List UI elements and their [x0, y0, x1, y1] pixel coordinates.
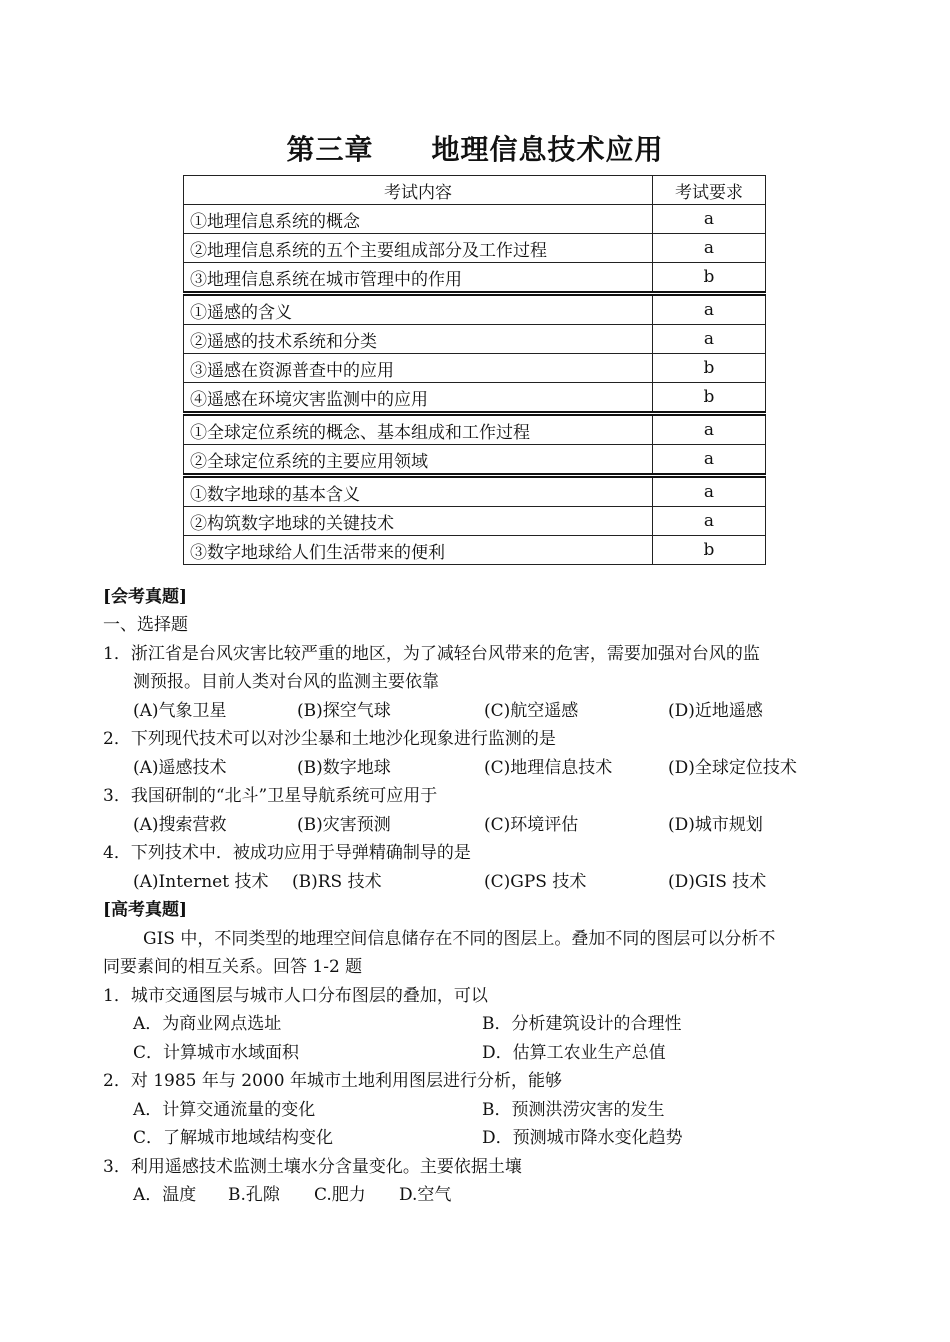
level-cell: a — [653, 294, 766, 325]
content-cell: ③遥感在资源普查中的应用 — [184, 354, 653, 383]
header-content: 考试内容 — [184, 176, 653, 205]
option-a: A．计算交通流量的变化 — [133, 1100, 316, 1120]
table-row — [184, 383, 766, 414]
option-b: (B)灾害预测 — [297, 815, 391, 835]
option-a: (A)气象卫星 — [133, 701, 227, 721]
option-a: A．为商业网点选址 — [133, 1014, 282, 1034]
table-row — [184, 263, 766, 294]
option-c: (C)GPS 技术 — [484, 872, 587, 892]
content-cell: ①全球定位系统的概念、基本组成和工作过程 — [184, 414, 653, 445]
level-cell: b — [653, 263, 766, 294]
option-b: (B)探空气球 — [297, 701, 391, 721]
content-cell: ③地理信息系统在城市管理中的作用 — [184, 263, 653, 294]
question-text: 3．我国研制的“北斗”卫星导航系统可应用于 — [103, 786, 438, 806]
exam-requirements-table — [183, 175, 766, 565]
option-d: D．估算工农业生产总值 — [482, 1043, 666, 1063]
option-b: B．预测洪涝灾害的发生 — [482, 1100, 665, 1120]
option-a: (A)Internet 技术 — [133, 872, 269, 892]
table-row — [184, 294, 766, 325]
option-c: (C)环境评估 — [484, 815, 579, 835]
content-cell: ③数字地球给人们生活带来的便利 — [184, 536, 653, 565]
table-row — [184, 234, 766, 263]
option-d: D．预测城市降水变化趋势 — [482, 1128, 683, 1148]
question-text: 2．对 1985 年与 2000 年城市土地利用图层进行分析，能够 — [103, 1071, 562, 1091]
question-text: 1．城市交通图层与城市人口分布图层的叠加，可以 — [103, 986, 488, 1006]
intro-text: 同要素间的相互关系。回答 1-2 题 — [103, 957, 363, 977]
level-cell: a — [653, 234, 766, 263]
content-cell: ④遥感在环境灾害监测中的应用 — [184, 383, 653, 414]
content-cell: ②遥感的技术系统和分类 — [184, 325, 653, 354]
table-row — [184, 205, 766, 234]
content-cell: ②全球定位系统的主要应用领域 — [184, 445, 653, 476]
level-cell: a — [653, 414, 766, 445]
question-text: 1．浙江省是台风灾害比较严重的地区，为了减轻台风带来的危害，需要加强对台风的监 — [103, 644, 760, 664]
level-cell: a — [653, 325, 766, 354]
option-a: (A)遥感技术 — [133, 758, 227, 778]
level-cell: a — [653, 476, 766, 507]
chapter-name: 地理信息技术应用 — [431, 133, 664, 166]
option-b: B．分析建筑设计的合理性 — [482, 1014, 682, 1034]
content-cell: ①数字地球的基本含义 — [184, 476, 653, 507]
option-b: (B)RS 技术 — [292, 872, 382, 892]
section-header-huikao: [会考真题] — [103, 587, 188, 607]
option-c: C．了解城市地域结构变化 — [133, 1128, 334, 1148]
level-cell: b — [653, 536, 766, 565]
level-cell: b — [653, 383, 766, 414]
level-cell: a — [653, 507, 766, 536]
content-cell: ②地理信息系统的五个主要组成部分及工作过程 — [184, 234, 653, 263]
section-header-gaokao: [高考真题] — [103, 900, 188, 920]
option-d: (D)全球定位技术 — [668, 758, 797, 778]
level-cell: a — [653, 445, 766, 476]
option-a: A．温度 — [133, 1185, 197, 1205]
content-cell: ②构筑数字地球的关键技术 — [184, 507, 653, 536]
table-row — [184, 536, 766, 565]
option-d: (D)GIS 技术 — [668, 872, 767, 892]
option-a: (A)搜索营救 — [133, 815, 227, 835]
option-b: (B)数字地球 — [297, 758, 391, 778]
option-c: (C)航空遥感 — [484, 701, 579, 721]
option-c: (C)地理信息技术 — [484, 758, 613, 778]
option-c: C．计算城市水域面积 — [133, 1043, 300, 1063]
table-row — [184, 325, 766, 354]
question-text: 2．下列现代技术可以对沙尘暴和土地沙化现象进行监测的是 — [103, 729, 556, 749]
content-cell: ①地理信息系统的概念 — [184, 205, 653, 234]
option-b: B.孔隙 — [228, 1185, 280, 1205]
content-cell: ①遥感的含义 — [184, 294, 653, 325]
table-row — [184, 445, 766, 476]
level-cell: b — [653, 354, 766, 383]
level-cell: a — [653, 205, 766, 234]
question-text: 测预报。目前人类对台风的监测主要依靠 — [133, 672, 439, 692]
option-c: C.肥力 — [314, 1185, 366, 1205]
intro-text: GIS 中，不同类型的地理空间信息储存在不同的图层上。叠加不同的图层可以分析不 — [143, 929, 776, 949]
table-row — [184, 476, 766, 507]
option-d: (D)近地遥感 — [668, 701, 763, 721]
header-requirement: 考试要求 — [653, 176, 766, 205]
section-subheader: 一、选择题 — [103, 615, 188, 635]
table-row — [184, 354, 766, 383]
option-d: D.空气 — [399, 1185, 452, 1205]
question-text: 3．利用遥感技术监测土壤水分含量变化。主要依据土壤 — [103, 1157, 522, 1177]
option-d: (D)城市规划 — [668, 815, 763, 835]
page-title — [0, 128, 950, 168]
table-row — [184, 507, 766, 536]
table-row — [184, 414, 766, 445]
chapter-number: 第三章 — [286, 133, 374, 166]
question-text: 4．下列技术中．被成功应用于导弹精确制导的是 — [103, 843, 471, 863]
table-header-row — [184, 176, 766, 205]
